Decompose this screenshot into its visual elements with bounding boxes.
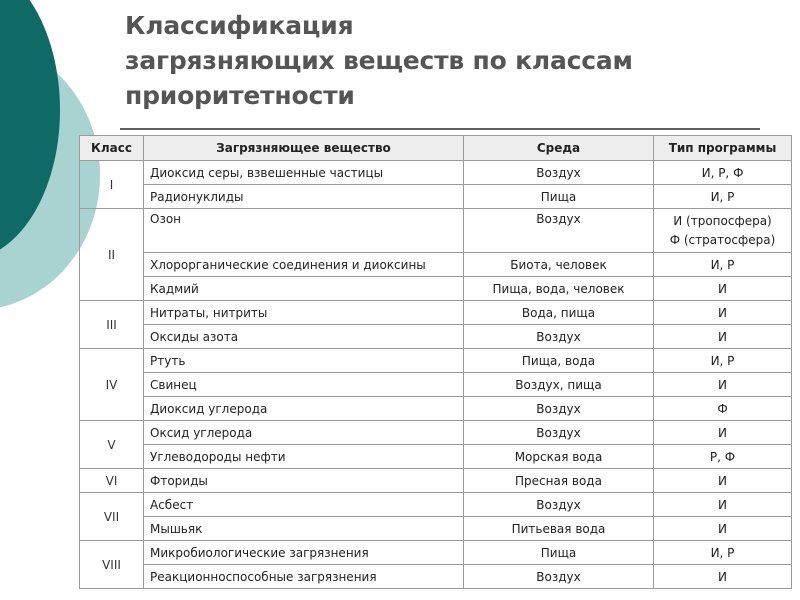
class-cell: III bbox=[80, 301, 144, 349]
program-cell: И bbox=[654, 325, 792, 349]
program-cell: И bbox=[654, 301, 792, 325]
table-row bbox=[80, 541, 792, 565]
substance-cell: Хлорорганические соединения и диоксины bbox=[144, 253, 464, 277]
program-cell: И bbox=[654, 517, 792, 541]
class-cell: I bbox=[80, 161, 144, 209]
table-header-row bbox=[80, 136, 792, 161]
table-row bbox=[80, 445, 792, 469]
header-program: Тип программы bbox=[654, 136, 792, 161]
environment-cell: Пресная вода bbox=[464, 469, 654, 493]
program-cell: И bbox=[654, 277, 792, 301]
environment-cell: Воздух, пища bbox=[464, 373, 654, 397]
class-cell: V bbox=[80, 421, 144, 469]
environment-cell: Воздух bbox=[464, 325, 654, 349]
table-row bbox=[80, 493, 792, 517]
table-row bbox=[80, 565, 792, 589]
table-row bbox=[80, 301, 792, 325]
substance-cell: Радионуклиды bbox=[144, 185, 464, 209]
table-row bbox=[80, 349, 792, 373]
program-cell: И, Р, Ф bbox=[654, 161, 792, 185]
program-line-2: Ф (стратосфера) bbox=[669, 232, 776, 247]
program-cell: И, Р bbox=[654, 349, 792, 373]
table-row bbox=[80, 185, 792, 209]
environment-cell: Питьевая вода bbox=[464, 517, 654, 541]
table-row bbox=[80, 469, 792, 493]
program-cell: И, Р bbox=[654, 541, 792, 565]
header-environment: Среда bbox=[464, 136, 654, 161]
substance-cell: Диоксид углерода bbox=[144, 397, 464, 421]
substance-cell: Ртуть bbox=[144, 349, 464, 373]
environment-cell: Воздух bbox=[464, 493, 654, 517]
table-row bbox=[80, 209, 792, 253]
header-class: Класс bbox=[80, 136, 144, 161]
substance-cell: Озон bbox=[144, 209, 464, 253]
environment-cell: Пища, вода bbox=[464, 349, 654, 373]
pollutant-priority-table bbox=[79, 135, 792, 589]
program-cell: И, Р bbox=[654, 253, 792, 277]
substance-cell: Свинец bbox=[144, 373, 464, 397]
substance-cell: Нитраты, нитриты bbox=[144, 301, 464, 325]
slide-title-line-1: Классификация bbox=[125, 11, 354, 40]
program-cell: И bbox=[654, 373, 792, 397]
program-cell: И, Р bbox=[654, 185, 792, 209]
class-cell: VIII bbox=[80, 541, 144, 589]
substance-cell: Мышьяк bbox=[144, 517, 464, 541]
environment-cell: Воздух bbox=[464, 161, 654, 185]
class-cell: IV bbox=[80, 349, 144, 421]
substance-cell: Реакционноспособные загрязнения bbox=[144, 565, 464, 589]
table-row bbox=[80, 397, 792, 421]
table-row bbox=[80, 373, 792, 397]
environment-cell: Воздух bbox=[464, 209, 654, 253]
environment-cell: Вода, пища bbox=[464, 301, 654, 325]
environment-cell: Морская вода bbox=[464, 445, 654, 469]
program-cell: И bbox=[654, 493, 792, 517]
substance-cell: Микробиологические загрязнения bbox=[144, 541, 464, 565]
table-row bbox=[80, 325, 792, 349]
title-divider bbox=[120, 128, 760, 130]
slide-title-line-2: загрязняющих веществ по классам bbox=[125, 46, 633, 75]
substance-cell: Оксид углерода bbox=[144, 421, 464, 445]
environment-cell: Воздух bbox=[464, 421, 654, 445]
table-row bbox=[80, 253, 792, 277]
header-substance: Загрязняющее вещество bbox=[144, 136, 464, 161]
environment-cell: Пища bbox=[464, 185, 654, 209]
slide-title bbox=[125, 8, 775, 113]
substance-cell: Асбест bbox=[144, 493, 464, 517]
environment-cell: Воздух bbox=[464, 397, 654, 421]
table-row bbox=[80, 517, 792, 541]
environment-cell: Биота, человек bbox=[464, 253, 654, 277]
environment-cell: Пища, вода, человек bbox=[464, 277, 654, 301]
table-row bbox=[80, 277, 792, 301]
substance-cell: Кадмий bbox=[144, 277, 464, 301]
substance-cell: Диоксид серы, взвешенные частицы bbox=[144, 161, 464, 185]
program-cell: И bbox=[654, 469, 792, 493]
program-cell: Ф bbox=[654, 397, 792, 421]
program-line-1: И (тропосфера) bbox=[673, 213, 772, 228]
substance-cell: Фториды bbox=[144, 469, 464, 493]
class-cell: II bbox=[80, 209, 144, 301]
substance-cell: Оксиды азота bbox=[144, 325, 464, 349]
table-row bbox=[80, 421, 792, 445]
substance-cell: Углеводороды нефти bbox=[144, 445, 464, 469]
program-cell: И bbox=[654, 421, 792, 445]
program-cell bbox=[654, 209, 792, 253]
class-cell: VI bbox=[80, 469, 144, 493]
program-cell: Р, Ф bbox=[654, 445, 792, 469]
slide-title-line-3: приоритетности bbox=[125, 81, 355, 110]
class-cell: VII bbox=[80, 493, 144, 541]
environment-cell: Пища bbox=[464, 541, 654, 565]
environment-cell: Воздух bbox=[464, 565, 654, 589]
table-row bbox=[80, 161, 792, 185]
program-cell: И bbox=[654, 565, 792, 589]
